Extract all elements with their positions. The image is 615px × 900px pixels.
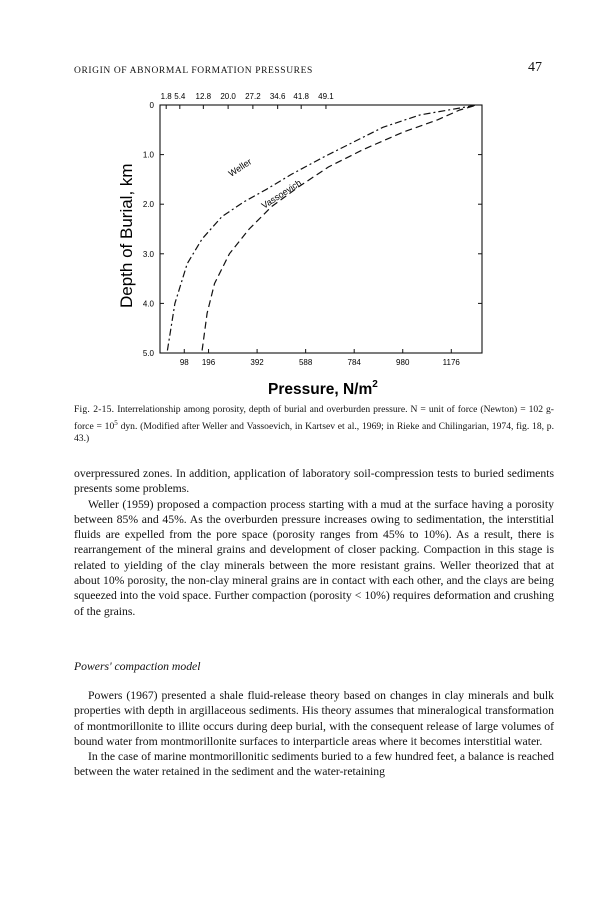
x-tick-label: 588	[298, 358, 313, 367]
caption-text-1: Interrelationship among porosity, depth of burial and overburden pressure. N = unit of force (Newton) = 102 g-force = 10	[74, 404, 554, 432]
figure-caption	[74, 404, 554, 446]
x-tick-label: 980	[396, 358, 410, 367]
y-tick-label: 2.0	[142, 200, 154, 210]
caption-label: Fig. 2-15.	[74, 404, 115, 415]
series-line-weller	[167, 105, 477, 351]
y-tick-label: 1.0	[142, 150, 154, 160]
paragraph-3: Powers (1967) presented a shale fluid-release theory based on changes in clay minerals and bulk properties with depth in argillaceous sediments. His theory assumes that mineralogical transformation of montmorillonite to illite occurs during deep burial, with the consequent release of large volumes of bound water from montmorillonite surfaces to interparticle areas where it becomes interstitial water.	[74, 689, 554, 748]
y-tick-label: 3.0	[142, 249, 154, 259]
paragraph-2: Weller (1959) proposed a compaction process starting with a mud at the surface having a porosity between 85% and 45%. As the overburden pressure increases owing to sedimentation, the interstitial fluids are expelled from the pore space (porosity ranges from 45% to 10%). As a result, there is rearrangement of the mineral grains and development of closer packing. Compaction in this stage is related to yielding of the clay minerals between the more resistant grains. Weller theorized that at about 10% porosity, the non-clay mineral grains are in contact with each other, and the clays are being squeezed into the void space. Further compaction (porosity < 10%) requires deformation and crushing of the grains.	[74, 497, 554, 618]
x-axis-title	[268, 379, 378, 398]
series-line-vassoevich	[202, 105, 477, 351]
series-label-vassoevich: Vassoevich	[259, 177, 304, 211]
top-tick-label: 27.2	[245, 92, 261, 101]
running-head: ORIGIN OF ABNORMAL FORMATION PRESSURES	[74, 66, 313, 76]
y-tick-label: 5.0	[142, 349, 154, 358]
paragraph-4: In the case of marine montmorillonitic sediments buried to a few hundred feet, a balance is reached between the water retained in the sediment and the water-retaining	[74, 750, 554, 779]
x-tick-label: 1176	[442, 358, 460, 367]
body-text-bottom	[74, 688, 554, 780]
caption-text-2: dyn. (Modified after Weller and Vassoevich, in Kartsev et al., 1969; in Rieke and Chilingarian, 1974, fig. 18, p. 43.)	[74, 420, 554, 445]
top-tick-label: 49.1	[318, 92, 334, 101]
y-tick-label: 0	[149, 101, 154, 110]
top-tick-label: 20.0	[220, 92, 236, 101]
x-axis-title-text: Pressure, N/m	[268, 381, 373, 398]
x-tick-label: 392	[250, 358, 264, 367]
top-tick-label: 5.4	[174, 92, 186, 101]
top-tick-label: 12.8	[195, 92, 212, 101]
y-axis-title: Depth of Burial, km	[117, 163, 136, 308]
x-tick-label: 98	[179, 358, 189, 367]
x-axis-title-sup: 2	[372, 379, 378, 390]
figure-chart	[0, 0, 615, 400]
section-subheading: Powers' compaction model	[74, 660, 201, 673]
x-tick-label: 784	[347, 358, 361, 367]
plot-frame	[160, 105, 482, 353]
y-tick-label: 4.0	[142, 299, 154, 309]
series-label-weller: Weller	[226, 156, 254, 179]
top-tick-label: 41.8	[293, 92, 309, 101]
page-number: 47	[528, 60, 542, 75]
top-tick-label: 34.6	[269, 92, 286, 101]
paragraph-1: overpressured zones. In addition, application of laboratory soil-compression tests to buried sediments presents some problems.	[74, 467, 554, 496]
x-tick-label: 196	[201, 358, 216, 367]
caption-sup: 5	[114, 418, 118, 427]
body-text-top	[74, 466, 554, 619]
top-tick-label: 1.8	[160, 92, 172, 101]
